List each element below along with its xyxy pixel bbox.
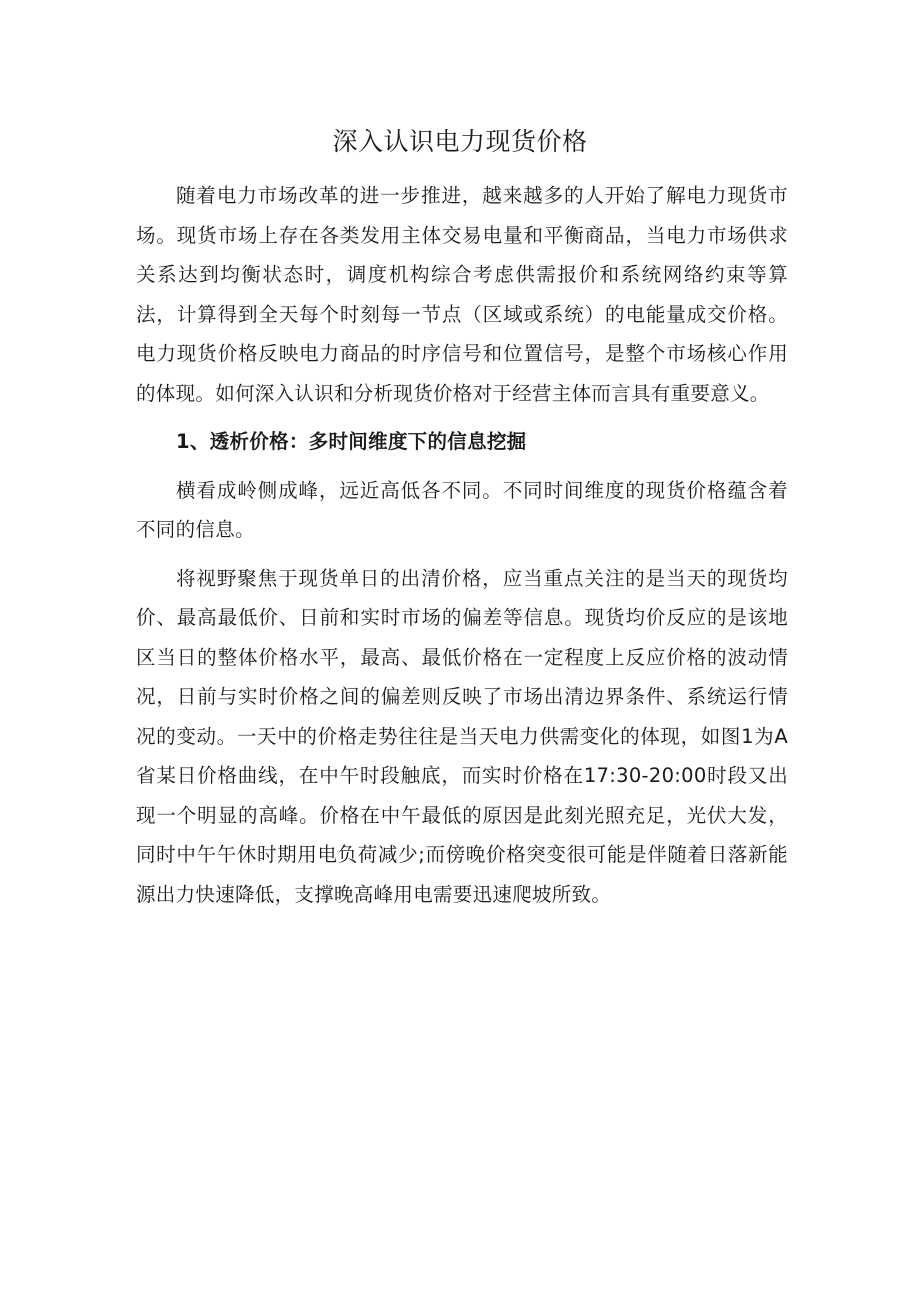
section-heading-1: 1、透析价格：多时间维度下的信息挖掘 — [176, 430, 527, 453]
paragraph-intro: 随着电力市场改革的进一步推进，越来越多的人开始了解电力现货市场。现货市场上存在各类发用主体交易电量和平衡商品，当电力市场供求关系达到均衡状态时，调度机构综合考虑供需报价和系统网络约束等算法，计算得到全天每个时刻每一节点（区域或系统）的电能量成交价格。电力现货价格反映电力商品的时序信号和位置信号，是整个市场核心作用的体现。如何深入认识和分析现货价格对于经营主体而言具有重要意义。 — [136, 184, 788, 405]
document-body — [136, 176, 788, 914]
document-title: 深入认识电力现货价格 — [332, 127, 588, 156]
paragraph-daily-price: 将视野聚焦于现货单日的出清价格，应当重点关注的是当天的现货均价、最高最低价、日前和实时市场的偏差等信息。现货均价反应的是该地区当日的整体价格水平，最高、最低价格在一定程度上反应价格的波动情况，日前与实时价格之间的偏差则反映了市场出清边界条件、系统运行情况的变动。一天中的价格走势往往是当天电力供需变化的体现，如图1为A省某日价格曲线，在中午时段触底，而实时价格在17:30-20:00时段又出现一个明显的高峰。价格在中午最低的原因是此刻光照充足，光伏大发，同时中午午休时期用电负荷减少;而傍晚价格突变很可能是伴随着日落新能源出力快速降低，支撑晚高峰用电需要迅速爬坡所致。 — [136, 566, 788, 906]
paragraph-time-dimension: 横看成岭侧成峰，远近高低各不同。不同时间维度的现货价格蕴含着不同的信息。 — [136, 478, 788, 541]
